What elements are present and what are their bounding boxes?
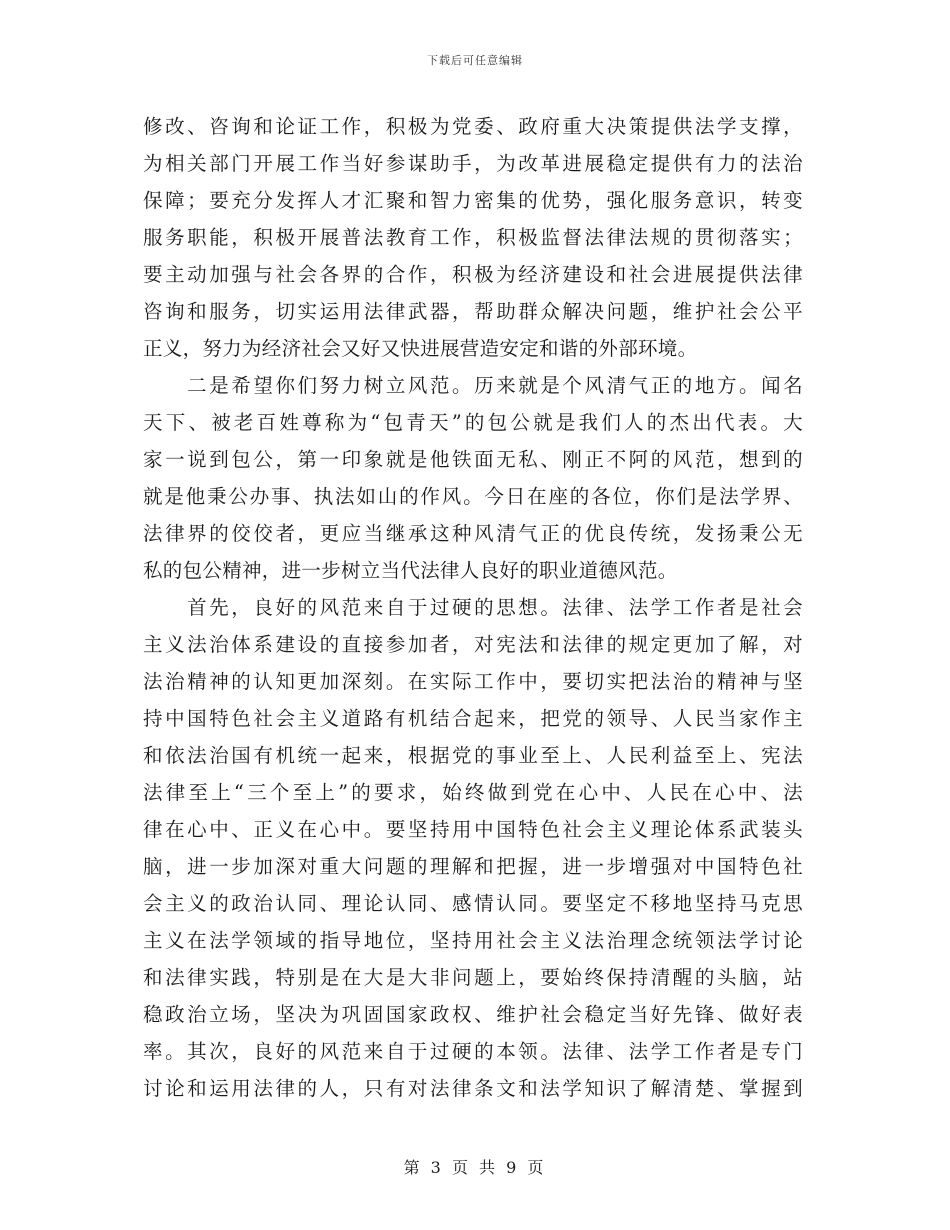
text-line: 家一说到包公，第一印象就是他铁面无私、刚正不阿的风范，想到的	[143, 448, 803, 471]
text-line: 法律界的佼佼者，更应当继承这种风清气正的优良传统，发扬秉公无	[143, 522, 803, 545]
text-line: 法治精神的认知更加深刻。在实际工作中，要切实把法治的精神与坚	[143, 670, 803, 693]
text-line: 私的包公精神，进一步树立当代法律人良好的职业道德风范。	[143, 559, 678, 582]
text-line: 法律至上“三个至上”的要求，始终做到党在心中、人民在心中、法	[143, 781, 803, 804]
text-line: 要主动加强与社会各界的合作，积极为经济建设和社会进展提供法律	[143, 263, 803, 286]
text-line: 稳政治立场，坚决为巩固国家政权、维护社会稳定当好先锋、做好表	[143, 1003, 803, 1026]
text-line: 正义，努力为经济社会又好又快进展营造安定和谐的外部环境。	[143, 337, 698, 360]
text-line: 就是他秉公办事、执法如山的作风。今日在座的各位，你们是法学界、	[143, 485, 803, 508]
text-line: 首先，良好的风范来自于过硬的思想。法律、法学工作者是社会	[143, 596, 803, 619]
text-line: 率。其次，良好的风范来自于过硬的本领。法律、法学工作者是专门	[143, 1040, 803, 1063]
document-body	[143, 108, 803, 1107]
text-line: 咨询和服务，切实运用法律武器，帮助群众解决问题，维护社会公平	[143, 300, 803, 323]
text-line: 和法律实践，特别是在大是大非问题上，要始终保持清醒的头脑，站	[143, 966, 803, 989]
page-number: 第 3 页 共 9 页	[403, 1158, 547, 1177]
text-line: 天下、被老百姓尊称为“包青天”的包公就是我们人的杰出代表。大	[143, 411, 803, 434]
text-line: 主义法治体系建设的直接参加者，对宪法和法律的规定更加了解，对	[143, 633, 803, 656]
text-line: 脑，进一步加深对重大问题的理解和把握，进一步增强对中国特色社	[143, 855, 803, 878]
text-line: 和依法治国有机统一起来，根据党的事业至上、人民利益至上、宪法	[143, 744, 803, 767]
text-line: 律在心中、正义在心中。要坚持用中国特色社会主义理论体系武装头	[143, 818, 803, 841]
text-line: 主义在法学领域的指导地位，坚持用社会主义法治理念统领法学讨论	[143, 929, 803, 952]
text-line: 持中国特色社会主义道路有机结合起来，把党的领导、人民当家作主	[143, 707, 803, 730]
text-line: 修改、咨询和论证工作，积极为党委、政府重大决策提供法学支撑，	[143, 115, 803, 138]
text-line: 为相关部门开展工作当好参谋助手，为改革进展稳定提供有力的法治	[143, 152, 803, 175]
text-line: 二是希望你们努力树立风范。历来就是个风清气正的地方。闻名	[143, 374, 803, 397]
text-line: 服务职能，积极开展普法教育工作，积极监督法律法规的贯彻落实；	[143, 226, 803, 249]
text-line: 保障；要充分发挥人才汇聚和智力密集的优势，强化服务意识，转变	[143, 189, 803, 212]
text-line: 讨论和运用法律的人，只有对法律条文和法学知识了解清楚、掌握到	[143, 1077, 803, 1100]
page-header: 下载后可任意编辑	[427, 54, 523, 67]
text-line: 会主义的政治认同、理论认同、感情认同。要坚定不移地坚持马克思	[143, 892, 803, 915]
